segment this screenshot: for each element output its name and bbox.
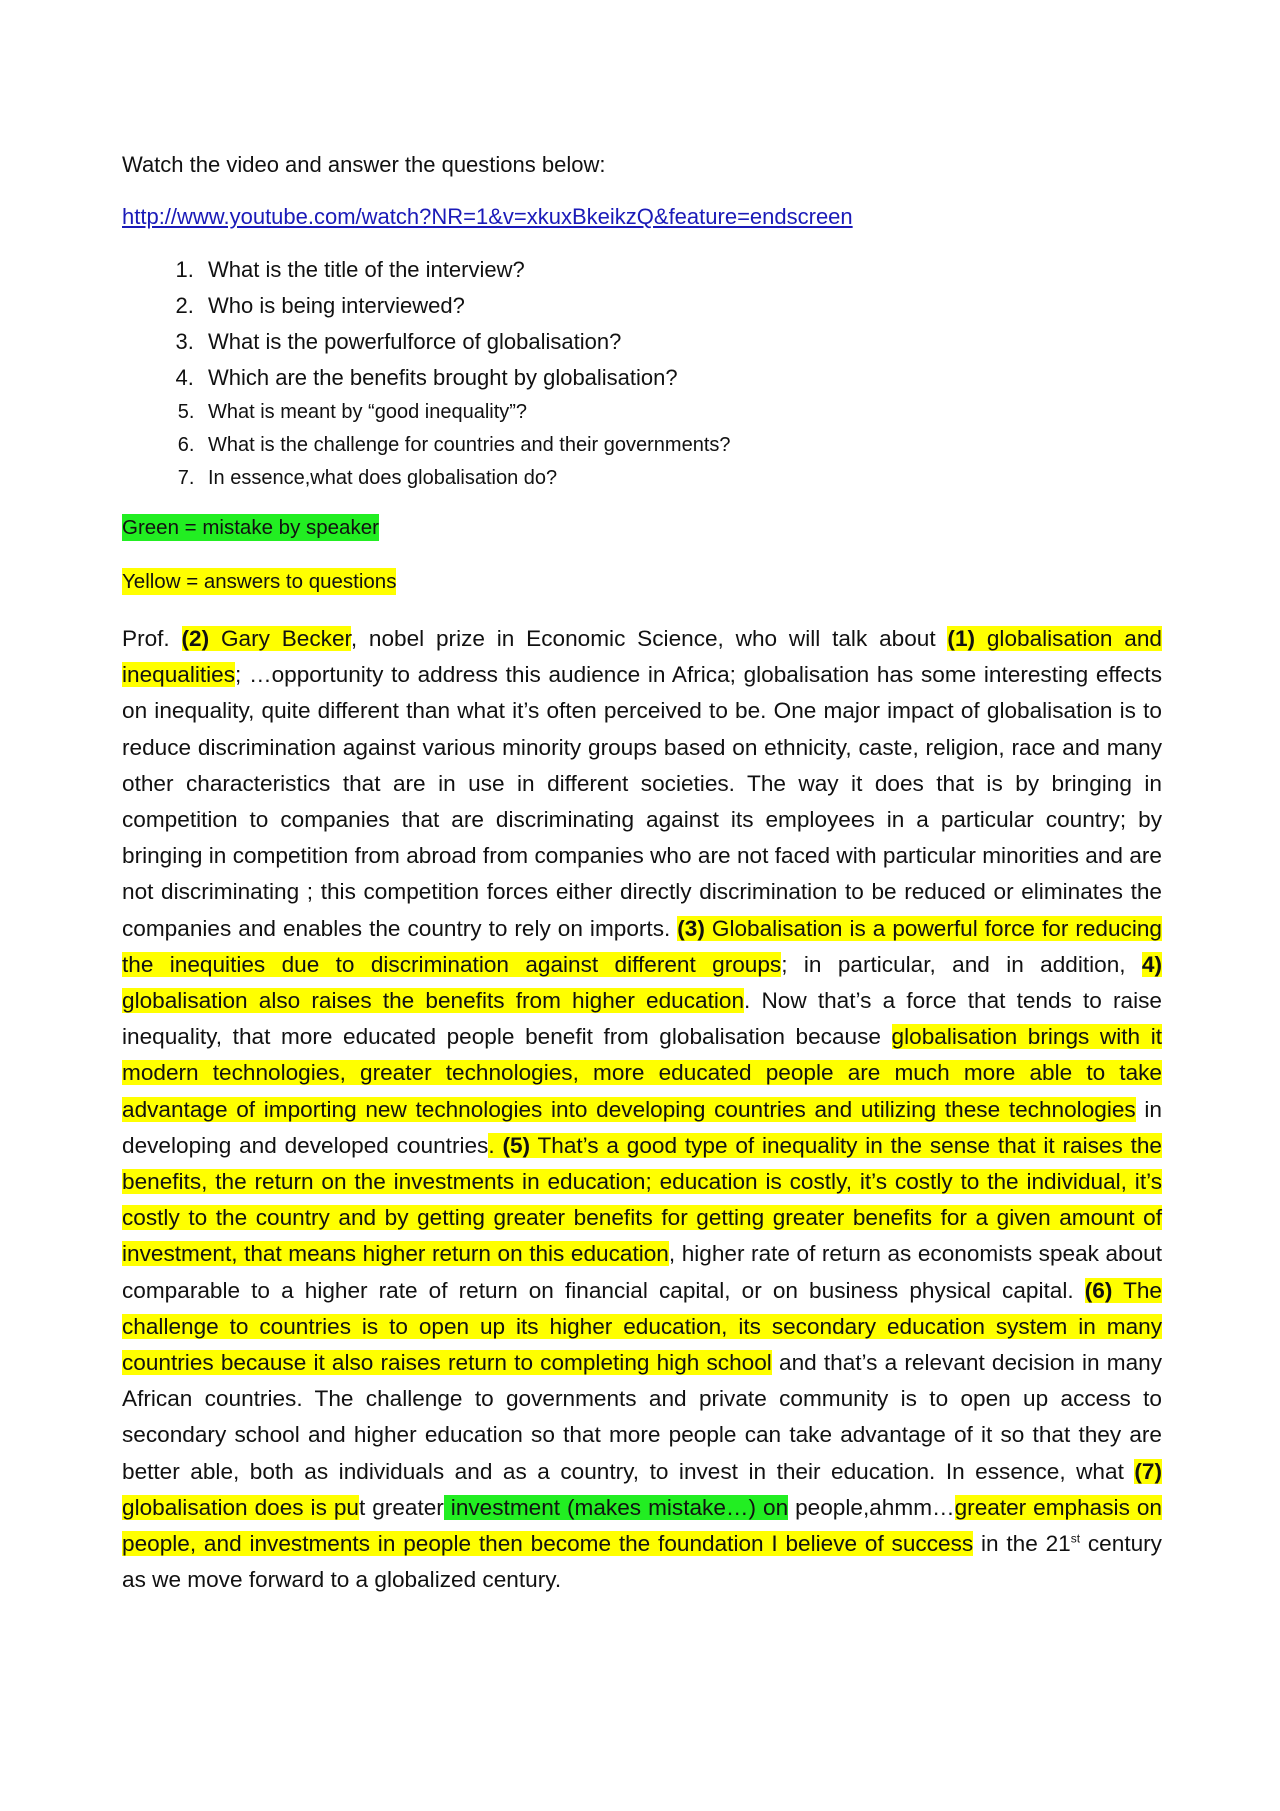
question-item: 2. Who is being interviewed? <box>200 288 1162 324</box>
instruction-text: Watch the video and answer the questions below: <box>122 152 606 177</box>
answer-highlight: greater emphasis on people, and investments in people then become the foundation I believe of success <box>122 1494 1162 1557</box>
question-list <box>122 252 1162 495</box>
transcript-text: and that’s a relevant decision in many African countries. The challenge to governments and private community is to open up access to secondary school and higher education so that more people can take advantage of it so that they are better able, both as individuals and as a country, to invest in their education. In essence, what <box>122 1350 1163 1484</box>
transcript-text: t greater <box>358 1494 444 1520</box>
video-link[interactable]: http://www.youtube.com/watch?NR=1&v=xkuxBkeikzQ&feature=endscreen <box>122 204 853 229</box>
question-item: 3. What is the powerfulforce of globalisation? <box>200 324 1162 360</box>
question-number: (7) <box>1134 1458 1162 1484</box>
question-item: 5. What is meant by “good inequality”? <box>200 396 1162 429</box>
question-number: (6) <box>1084 1277 1113 1303</box>
transcript-text: , higher rate of return as economists speak about comparable to a higher rate of return on financial capital, or on business physical capital. <box>122 1241 1163 1303</box>
legend-yellow <box>122 567 1162 597</box>
answer-text: Gary Becker <box>209 626 351 651</box>
answer-text: globalisation also raises the benefits from higher education <box>122 988 745 1014</box>
legend-green <box>122 513 1162 543</box>
transcript-text: in developing and developed countries <box>122 1096 1162 1158</box>
answer-text: Globalisation is a powerful force for reducing the inequities due to discrimination against different groups <box>122 915 1163 977</box>
legend-green-label: Green = mistake by speaker <box>122 516 379 539</box>
transcript-text: , nobel prize in Economic Science, who will talk about <box>350 626 948 651</box>
question-number: (2) <box>181 626 210 651</box>
transcript-text: Prof. <box>122 626 182 651</box>
question-number: (1) <box>947 626 976 651</box>
question-item: 6. What is the challenge for countries and their governments? <box>200 429 1162 462</box>
ordinal-suffix: st <box>1070 1531 1081 1546</box>
answer-text: That’s a good type of inequality in the sense that it raises the benefits, the return on the investments in education; education is costly, it’s costly to the individual, it’s costly to the country and by getting greater benefits for getting greater benefits for a given amount of investment, that means higher return on this education <box>122 1132 1162 1267</box>
question-number: (3) <box>677 915 705 941</box>
transcript-text: ; in particular, and in addition, <box>781 951 1142 977</box>
answer-text: . <box>488 1132 503 1158</box>
transcript-text: people,ahmm… <box>788 1494 955 1520</box>
answer-highlight: globalisation brings with it modern technologies, greater technologies, more educated people are much more able to take advantage of importing new technologies into developing countries and utilizing these technologies <box>122 1024 1162 1122</box>
answer-text: globalisation and inequalities <box>122 626 1162 688</box>
question-item: 4. Which are the benefits brought by globalisation? <box>200 360 1162 396</box>
question-item: 1. What is the title of the interview? <box>200 252 1162 288</box>
legend-yellow-label: Yellow = answers to questions <box>122 570 397 593</box>
answer-text: The challenge to countries is to open up its higher education, its secondary education system in many countries because it also raises return to completing high school <box>122 1277 1162 1376</box>
mistake-highlight: investment (makes mistake…) on <box>443 1494 789 1520</box>
transcript-text: . Now that’s a force that tends to raise inequality, that more educated people benefit from globalisation because <box>122 988 1163 1050</box>
question-number: (5) <box>502 1132 531 1158</box>
question-item: 7. In essence,what does globalisation do? <box>200 462 1162 495</box>
document-page <box>122 150 1162 1598</box>
transcript-paragraph <box>122 621 1162 1598</box>
question-number: 4) <box>1141 951 1163 977</box>
answer-highlight <box>182 626 351 651</box>
transcript-text: in the 21 <box>973 1531 1071 1557</box>
transcript-text: century as we move forward to a globalized century. <box>122 1531 1162 1593</box>
transcript-text: ; …opportunity to address this audience in Africa; globalisation has some interesting effects on inequality, quite different than what it’s often perceived to be. One major impact of globalisation is to reduce discrimination against various minority groups based on ethnicity, caste, religion, race and many other characteristics that are in use in different societies. The way it does that is by bringing in competition to companies that are discriminating against its employees in a particular country; by bringing in competition from abroad from companies who are not faced with particular minorities and are not discriminating ; this competition forces either directly discrimination to be reduced or eliminates the companies and enables the country to rely on imports. <box>122 662 1162 941</box>
answer-text: globalisation does is pu <box>122 1494 359 1520</box>
